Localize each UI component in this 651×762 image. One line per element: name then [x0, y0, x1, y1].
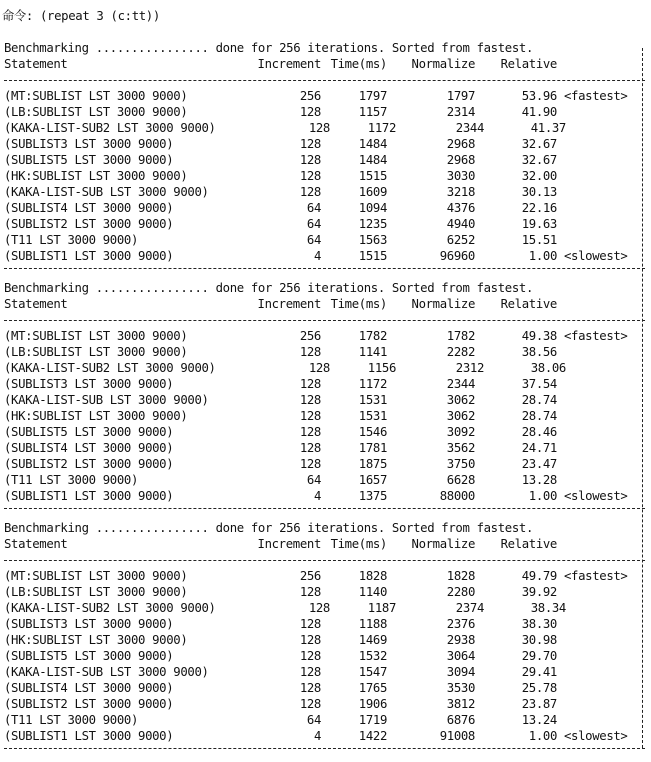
cell-relative: 30.13 [521, 185, 557, 199]
cell-relative: 37.54 [521, 377, 557, 391]
cell-time: 1765 [358, 681, 387, 695]
table-row [4, 696, 651, 712]
table-row [4, 360, 651, 376]
cell-relative: 49.79 [521, 569, 557, 583]
cell-statement: (KAKA-LIST-SUB LST 3000 9000) [4, 185, 209, 199]
cell-tag: <slowest> [564, 489, 628, 503]
cell-relative: 29.70 [521, 649, 557, 663]
cell-increment: 64 [306, 217, 321, 231]
table-row [4, 120, 651, 136]
cell-time: 1563 [358, 233, 387, 247]
cell-time: 1531 [358, 393, 387, 407]
cell-time: 1375 [358, 489, 387, 503]
cell-statement: (SUBLIST1 LST 3000 9000) [4, 489, 174, 503]
cell-normalize: 4376 [446, 201, 475, 215]
cell-relative: 23.47 [521, 457, 557, 471]
cell-time: 1797 [358, 89, 387, 103]
cell-normalize: 88000 [439, 489, 475, 503]
cell-statement: (SUBLIST5 LST 3000 9000) [4, 425, 174, 439]
cell-increment: 256 [299, 569, 321, 583]
cell-relative: 1.00 [528, 249, 557, 263]
cell-relative: 13.24 [521, 713, 557, 727]
cell-time: 1235 [358, 217, 387, 231]
cell-time: 1469 [358, 633, 387, 647]
cell-normalize: 2968 [446, 137, 475, 151]
table-row [4, 664, 651, 680]
cell-increment: 128 [299, 697, 321, 711]
cell-increment: 4 [313, 249, 321, 263]
table-row [4, 168, 651, 184]
cell-normalize: 3562 [446, 441, 475, 455]
cell-statement: (HK:SUBLIST LST 3000 9000) [4, 409, 188, 423]
cell-increment: 64 [306, 713, 321, 727]
cell-relative: 25.78 [521, 681, 557, 695]
cell-time: 1719 [358, 713, 387, 727]
cell-normalize: 3094 [446, 665, 475, 679]
dashed-separator [4, 80, 645, 81]
table-row [4, 472, 651, 488]
table-row [4, 200, 651, 216]
table-row [4, 424, 651, 440]
cell-relative: 38.30 [521, 617, 557, 631]
header-time: Time(ms) [330, 297, 387, 311]
cell-relative: 32.67 [521, 153, 557, 167]
cell-statement: (KAKA-LIST-SUB2 LST 3000 9000) [4, 601, 216, 615]
table-row [4, 568, 651, 584]
cell-increment: 256 [299, 329, 321, 343]
cell-relative: 28.46 [521, 425, 557, 439]
cell-time: 1141 [358, 345, 387, 359]
cell-increment: 128 [299, 137, 321, 151]
cell-normalize: 1828 [446, 569, 475, 583]
cell-statement: (SUBLIST4 LST 3000 9000) [4, 441, 174, 455]
table-row [4, 408, 651, 424]
cell-statement: (KAKA-LIST-SUB LST 3000 9000) [4, 393, 209, 407]
cell-normalize: 1782 [446, 329, 475, 343]
cell-statement: (HK:SUBLIST LST 3000 9000) [4, 169, 188, 183]
cell-increment: 128 [299, 345, 321, 359]
cell-statement: (SUBLIST2 LST 3000 9000) [4, 697, 174, 711]
cell-time: 1609 [358, 185, 387, 199]
cell-time: 1657 [358, 473, 387, 487]
cell-normalize: 6876 [446, 713, 475, 727]
cell-relative: 38.56 [521, 345, 557, 359]
cell-increment: 128 [299, 377, 321, 391]
table-row [4, 216, 651, 232]
cell-statement: (HK:SUBLIST LST 3000 9000) [4, 633, 188, 647]
cell-tag: <fastest> [564, 329, 628, 343]
cell-statement: (SUBLIST4 LST 3000 9000) [4, 201, 174, 215]
table-header-row [4, 296, 651, 312]
table-row [4, 328, 651, 344]
cell-statement: (MT:SUBLIST LST 3000 9000) [4, 569, 188, 583]
cell-relative: 13.28 [521, 473, 557, 487]
cell-relative: 39.92 [521, 585, 557, 599]
table-row [4, 616, 651, 632]
cell-normalize: 2344 [455, 121, 484, 135]
cell-increment: 128 [299, 457, 321, 471]
cell-normalize: 2938 [446, 633, 475, 647]
cell-normalize: 3062 [446, 393, 475, 407]
cell-increment: 128 [299, 153, 321, 167]
header-increment: Increment [257, 537, 321, 551]
cell-statement: (LB:SUBLIST LST 3000 9000) [4, 585, 188, 599]
header-normalize: Normalize [411, 57, 475, 71]
cell-normalize: 3812 [446, 697, 475, 711]
cell-increment: 128 [299, 585, 321, 599]
cell-increment: 128 [308, 601, 330, 615]
cell-time: 1515 [358, 249, 387, 263]
table-row [4, 248, 651, 264]
table-row [4, 632, 651, 648]
cell-increment: 128 [308, 121, 330, 135]
cell-increment: 128 [299, 409, 321, 423]
dashed-separator [4, 560, 645, 561]
cell-time: 1484 [358, 137, 387, 151]
cell-normalize: 3062 [446, 409, 475, 423]
header-normalize: Normalize [411, 297, 475, 311]
cell-relative: 24.71 [521, 441, 557, 455]
cell-increment: 128 [299, 649, 321, 663]
cell-tag: <slowest> [564, 729, 628, 743]
header-relative: Relative [500, 297, 557, 311]
cell-relative: 41.37 [530, 121, 566, 135]
cell-statement: (SUBLIST1 LST 3000 9000) [4, 729, 174, 743]
cell-relative: 22.16 [521, 201, 557, 215]
table-header-row [4, 56, 651, 72]
cell-increment: 4 [313, 729, 321, 743]
cell-relative: 38.06 [530, 361, 566, 375]
cell-statement: (MT:SUBLIST LST 3000 9000) [4, 89, 188, 103]
cell-statement: (T11 LST 3000 9000) [4, 473, 139, 487]
cell-statement: (SUBLIST2 LST 3000 9000) [4, 217, 174, 231]
cell-relative: 41.90 [521, 105, 557, 119]
cell-increment: 128 [299, 105, 321, 119]
header-time: Time(ms) [330, 57, 387, 71]
header-increment: Increment [257, 297, 321, 311]
header-statement: Statement [4, 297, 68, 311]
cell-statement: (LB:SUBLIST LST 3000 9000) [4, 105, 188, 119]
cell-statement: (KAKA-LIST-SUB LST 3000 9000) [4, 665, 209, 679]
table-row [4, 344, 651, 360]
benchmark-summary: Benchmarking ................ done for 256 iterations. Sorted from fastest. [4, 521, 534, 535]
cell-normalize: 3750 [446, 457, 475, 471]
cell-relative: 32.00 [521, 169, 557, 183]
cell-time: 1187 [367, 601, 396, 615]
table-row [4, 488, 651, 504]
cell-normalize: 2968 [446, 153, 475, 167]
cell-statement: (KAKA-LIST-SUB2 LST 3000 9000) [4, 121, 216, 135]
benchmark-summary: Benchmarking ................ done for 256 iterations. Sorted from fastest. [4, 281, 534, 295]
cell-statement: (SUBLIST5 LST 3000 9000) [4, 153, 174, 167]
cell-relative: 23.87 [521, 697, 557, 711]
cell-statement: (SUBLIST3 LST 3000 9000) [4, 377, 174, 391]
cell-relative: 15.51 [521, 233, 557, 247]
cell-time: 1875 [358, 457, 387, 471]
cell-increment: 128 [299, 425, 321, 439]
table-row [4, 712, 651, 728]
cell-time: 1906 [358, 697, 387, 711]
cell-time: 1140 [358, 585, 387, 599]
cell-increment: 64 [306, 201, 321, 215]
cell-relative: 30.98 [521, 633, 557, 647]
cell-time: 1094 [358, 201, 387, 215]
cell-relative: 1.00 [528, 489, 557, 503]
cell-relative: 28.74 [521, 393, 557, 407]
cell-relative: 32.67 [521, 137, 557, 151]
cell-normalize: 4940 [446, 217, 475, 231]
cell-increment: 128 [299, 617, 321, 631]
cell-normalize: 3092 [446, 425, 475, 439]
cell-increment: 128 [299, 169, 321, 183]
table-header-row [4, 536, 651, 552]
table-row [4, 136, 651, 152]
cell-relative: 29.41 [521, 665, 557, 679]
cell-normalize: 2374 [455, 601, 484, 615]
cell-statement: (SUBLIST5 LST 3000 9000) [4, 649, 174, 663]
cell-statement: (MT:SUBLIST LST 3000 9000) [4, 329, 188, 343]
cell-time: 1157 [358, 105, 387, 119]
command-line: 命令: (repeat 3 (c:tt)) [2, 9, 160, 23]
table-row [4, 88, 651, 104]
table-row [4, 152, 651, 168]
cell-time: 1531 [358, 409, 387, 423]
table-row [4, 184, 651, 200]
cell-normalize: 3030 [446, 169, 475, 183]
table-row [4, 600, 651, 616]
cell-time: 1782 [358, 329, 387, 343]
dashed-separator [4, 320, 645, 321]
cell-time: 1781 [358, 441, 387, 455]
header-time: Time(ms) [330, 537, 387, 551]
benchmark-summary: Benchmarking ................ done for 256 iterations. Sorted from fastest. [4, 41, 534, 55]
table-row [4, 440, 651, 456]
cell-increment: 256 [299, 89, 321, 103]
table-row [4, 392, 651, 408]
table-row [4, 232, 651, 248]
cell-relative: 1.00 [528, 729, 557, 743]
cell-increment: 64 [306, 473, 321, 487]
cell-statement: (SUBLIST3 LST 3000 9000) [4, 137, 174, 151]
cell-relative: 53.96 [521, 89, 557, 103]
cell-normalize: 2312 [455, 361, 484, 375]
cell-statement: (SUBLIST4 LST 3000 9000) [4, 681, 174, 695]
cell-tag: <slowest> [564, 249, 628, 263]
cell-increment: 4 [313, 489, 321, 503]
header-increment: Increment [257, 57, 321, 71]
header-normalize: Normalize [411, 537, 475, 551]
cell-normalize: 96960 [439, 249, 475, 263]
cell-time: 1156 [367, 361, 396, 375]
dashed-separator [4, 268, 645, 269]
header-statement: Statement [4, 537, 68, 551]
cell-time: 1172 [367, 121, 396, 135]
cell-increment: 128 [299, 681, 321, 695]
cell-statement: (T11 LST 3000 9000) [4, 233, 139, 247]
cell-increment: 128 [299, 633, 321, 647]
header-relative: Relative [500, 537, 557, 551]
cell-increment: 128 [299, 665, 321, 679]
cell-increment: 64 [306, 233, 321, 247]
table-row [4, 584, 651, 600]
header-relative: Relative [500, 57, 557, 71]
cell-normalize: 6252 [446, 233, 475, 247]
cell-statement: (T11 LST 3000 9000) [4, 713, 139, 727]
cell-normalize: 2314 [446, 105, 475, 119]
table-row [4, 648, 651, 664]
cell-tag: <fastest> [564, 89, 628, 103]
table-row [4, 456, 651, 472]
cell-increment: 128 [299, 185, 321, 199]
table-row [4, 728, 651, 744]
cell-normalize: 91008 [439, 729, 475, 743]
cell-normalize: 2344 [446, 377, 475, 391]
table-row [4, 104, 651, 120]
cell-increment: 128 [308, 361, 330, 375]
cell-normalize: 2280 [446, 585, 475, 599]
cell-statement: (SUBLIST3 LST 3000 9000) [4, 617, 174, 631]
cell-time: 1172 [358, 377, 387, 391]
cell-relative: 38.34 [530, 601, 566, 615]
cell-increment: 128 [299, 441, 321, 455]
cell-increment: 128 [299, 393, 321, 407]
cell-time: 1484 [358, 153, 387, 167]
cell-normalize: 3530 [446, 681, 475, 695]
cell-normalize: 3218 [446, 185, 475, 199]
cell-time: 1188 [358, 617, 387, 631]
cell-tag: <fastest> [564, 569, 628, 583]
dashed-separator [4, 508, 645, 509]
cell-statement: (LB:SUBLIST LST 3000 9000) [4, 345, 188, 359]
cell-time: 1515 [358, 169, 387, 183]
cell-relative: 19.63 [521, 217, 557, 231]
table-row [4, 376, 651, 392]
cell-normalize: 6628 [446, 473, 475, 487]
right-border-line [642, 48, 643, 748]
cell-normalize: 2282 [446, 345, 475, 359]
cell-normalize: 3064 [446, 649, 475, 663]
cell-statement: (SUBLIST2 LST 3000 9000) [4, 457, 174, 471]
cell-time: 1828 [358, 569, 387, 583]
cell-normalize: 2376 [446, 617, 475, 631]
cell-statement: (SUBLIST1 LST 3000 9000) [4, 249, 174, 263]
dashed-separator [4, 748, 645, 749]
cell-relative: 28.74 [521, 409, 557, 423]
cell-time: 1422 [358, 729, 387, 743]
cell-normalize: 1797 [446, 89, 475, 103]
header-statement: Statement [4, 57, 68, 71]
cell-relative: 49.38 [521, 329, 557, 343]
cell-time: 1547 [358, 665, 387, 679]
cell-time: 1532 [358, 649, 387, 663]
table-row [4, 680, 651, 696]
cell-statement: (KAKA-LIST-SUB2 LST 3000 9000) [4, 361, 216, 375]
cell-time: 1546 [358, 425, 387, 439]
